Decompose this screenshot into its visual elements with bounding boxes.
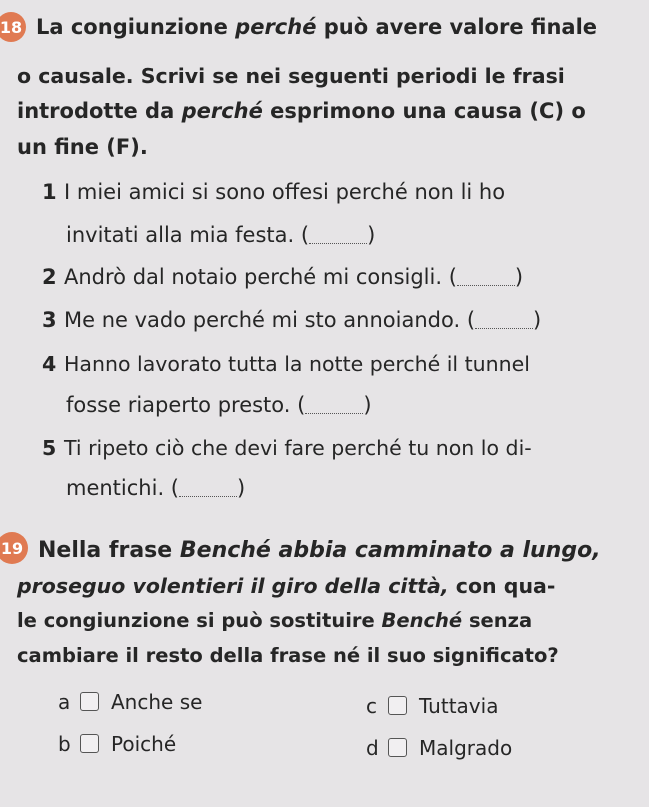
- answer-blank[interactable]: [179, 478, 237, 497]
- option-text: Malgrado: [419, 736, 513, 760]
- option-b[interactable]: [58, 731, 176, 757]
- exercise-item-cont: [66, 475, 245, 501]
- answer-blank[interactable]: [457, 267, 515, 286]
- item-number: 1: [42, 180, 57, 204]
- option-a[interactable]: [58, 689, 202, 715]
- exercise-number-badge: [0, 12, 26, 42]
- item-text: Ti ripeto ciò che devi fare perché tu non lo di-: [64, 436, 532, 460]
- option-letter: a: [58, 690, 71, 714]
- instruction-text: un fine (F).: [17, 135, 148, 159]
- option-text: Poiché: [111, 732, 177, 756]
- checkbox[interactable]: [388, 738, 407, 757]
- exercise-item: [42, 179, 505, 205]
- question-line: [17, 643, 559, 669]
- item-text: mentichi. (: [66, 476, 179, 500]
- item-text: I miei amici si sono offesi perché non li ho: [64, 180, 506, 204]
- answer-blank[interactable]: [305, 395, 363, 414]
- question-example: Benché abbia camminato a lungo,: [179, 538, 601, 563]
- option-letter: c: [366, 694, 377, 718]
- instruction-line: [17, 98, 586, 124]
- question-line: [38, 538, 601, 564]
- exercise-item-cont: [66, 222, 375, 248]
- question-text: Nella frase: [38, 538, 180, 563]
- item-text: fosse riaperto presto. (: [66, 393, 306, 417]
- checkbox[interactable]: [80, 734, 99, 753]
- instruction-line: [17, 63, 565, 89]
- question-line: [17, 573, 555, 599]
- item-number: 3: [42, 308, 57, 332]
- item-text: ): [237, 476, 246, 500]
- item-text: Me ne vado perché mi sto annoiando. (: [64, 308, 476, 332]
- item-number: 4: [42, 352, 57, 376]
- instruction-line: [36, 14, 597, 40]
- item-text: Andrò dal notaio perché mi consigli. (: [64, 265, 457, 289]
- question-example: proseguo volentieri il giro della città,: [17, 574, 449, 598]
- item-number: 5: [42, 436, 57, 460]
- exercise-item: [42, 307, 541, 333]
- item-text: ): [533, 308, 542, 332]
- option-d[interactable]: [366, 735, 512, 761]
- option-c[interactable]: [366, 693, 498, 719]
- item-number: 2: [42, 265, 57, 289]
- option-text: Anche se: [111, 690, 203, 714]
- exercise-item: [42, 435, 532, 461]
- item-text: ): [367, 223, 376, 247]
- item-text: ): [514, 265, 524, 289]
- question-text: senza: [462, 609, 533, 632]
- instruction-keyword: perché: [181, 99, 263, 123]
- answer-blank[interactable]: [475, 310, 533, 329]
- exercise-item: [42, 351, 530, 377]
- option-letter: d: [366, 736, 379, 760]
- checkbox[interactable]: [80, 692, 99, 711]
- instruction-text: esprimono una causa (C) o: [262, 99, 586, 123]
- exercise-number: 19: [0, 538, 24, 558]
- question-line: [17, 608, 532, 634]
- question-text: con qua-: [448, 574, 556, 598]
- exercise-number: 18: [0, 17, 23, 37]
- exercise-item-cont: [66, 392, 372, 418]
- instruction-keyword: perché: [235, 15, 317, 39]
- instruction-text: o causale. Scrivi se nei seguenti periodi le frasi: [17, 64, 565, 88]
- instruction-text: introdotte da: [17, 99, 182, 123]
- option-letter: b: [58, 732, 71, 756]
- answer-blank[interactable]: [309, 225, 367, 244]
- question-text: cambiare il resto della frase né il suo significato?: [17, 644, 559, 667]
- exercise-number-badge: [0, 532, 28, 564]
- question-keyword: Benché: [381, 609, 463, 632]
- item-text: Hanno lavorato tutta la notte perché il tunnel: [64, 352, 530, 376]
- instruction-text: La congiunzione: [36, 15, 236, 39]
- item-text: invitati alla mia festa. (: [66, 223, 310, 247]
- checkbox[interactable]: [388, 696, 407, 715]
- exercise-item: [42, 264, 523, 290]
- option-text: Tuttavia: [419, 694, 499, 718]
- question-text: le congiunzione si può sostituire: [17, 609, 382, 632]
- instruction-text: può avere valore finale: [316, 15, 598, 39]
- instruction-line: [17, 134, 148, 160]
- item-text: ): [363, 393, 372, 417]
